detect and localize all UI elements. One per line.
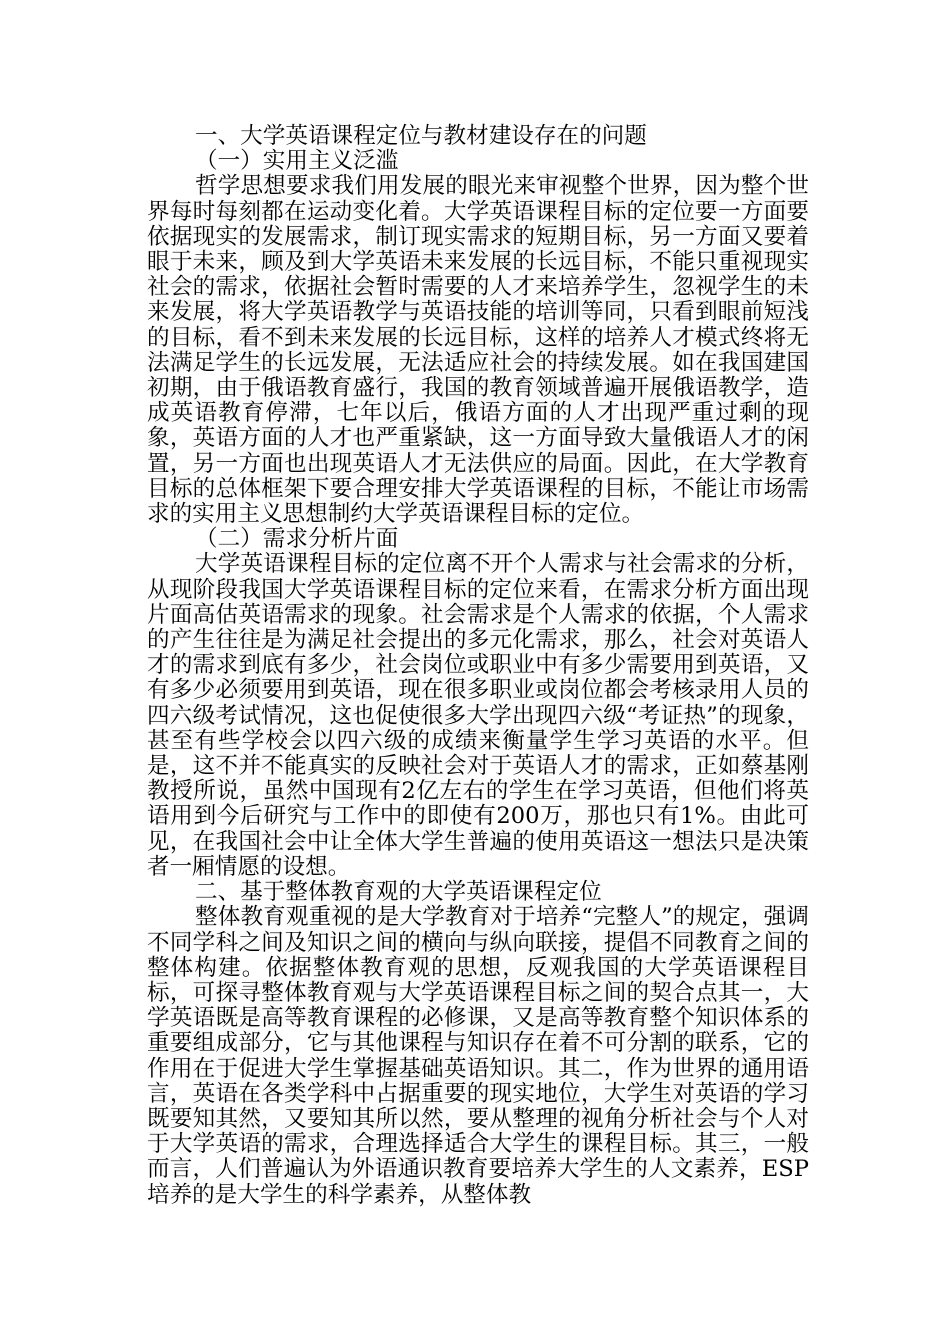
section-2-heading: 二、基于整体教育观的大学英语课程定位 [195,879,602,906]
subsection-2-paragraph: 大学英语课程目标的定位离不开个人需求与社会需求的分析，从现阶段我国大学英语课程目标的定位来看，在需求分析方面出现片面高估英语需求的现象。社会需求是个人需求的依据，个人需求的产生往往是为满足社会提出的多元化需求，那么，社会对英语人才的需求到底有多少，社会岗位或职业中有多少需要用到英语，又有多少必须要用到英语，现在很多职业或岗位都会考核录用人员的四六级考试情况，这也促使很多大学出现四六级“考证热”的现象，甚至有些学校会以四六级的成绩来衡量学生学习英语的水平。但是，这不并不能真实的反映社会对于英语人才的需求，正如蔡基刚教授所说，虽然中国现有2亿左右的学生在学习英语，但他们将英语用到今后研究与工作中的即使有200万，那也只有1%。由此可见，在我国社会中让全体大学生普遍的使用英语这一想法只是决策者一厢情愿的设想。 [147,551,809,880]
document-page [147,124,809,1208]
subsection-1-paragraph: 哲学思想要求我们用发展的眼光来审视整个世界，因为整个世界每时每刻都在运动变化着。大学英语课程目标的定位要一方面要依据现实的发展需求，制订现实需求的短期目标，另一方面又要着眼于未来，顾及到大学英语未来发展的长远目标，不能只重视现实社会的需求，依据社会暂时需要的人才来培养学生，忽视学生的未来发展，将大学英语教学与英语技能的培训等同，只看到眼前短浅的目标，看不到未来发展的长远目标，这样的培养人才模式终将无法满足学生的长远发展，无法适应社会的持续发展。如在我国建国初期，由于俄语教育盛行，我国的教育领域普遍开展俄语教学，造成英语教育停滞，七年以后，俄语方面的人才出现严重过剩的现象，英语方面的人才也严重紧缺，这一方面导致大量俄语人才的闲置，另一方面也出现英语人才无法供应的局面。因此，在大学教育目标的总体框架下要合理安排大学英语课程的目标，不能让市场需求的实用主义思想制约大学英语课程目标的定位。 [147,173,809,528]
subsection-2-heading: （二）需求分析片面 [195,526,399,553]
subsection-1-heading: （一）实用主义泛滥 [195,148,399,175]
section-1-heading: 一、大学英语课程定位与教材建设存在的问题 [195,123,647,149]
section-2-paragraph: 整体教育观重视的是大学教育对于培养“完整人”的规定，强调不同学科之间及知识之间的横向与纵向联接，提倡不同教育之间的整体构建。依据整体教育观的思想，反观我国的大学英语课程目标，可探寻整体教育观与大学英语课程目标之间的契合点其一，大学英语既是高等教育课程的必修课，又是高等教育整个知识体系的重要组成部分，它与其他课程与知识存在着不可分割的联系，它的作用在于促进大学生掌握基础英语知识。其二，作为世界的通用语言，英语在各类学科中占据重要的现实地位，大学生对英语的学习既要知其然，又要知其所以然，要从整理的视角分析社会与个人对于大学英语的需求，合理选择适合大学生的课程目标。其三，一般而言，人们普遍认为外语通识教育要培养大学生的人文素养，ESP培养的是大学生的科学素养，从整体教 [147,904,809,1208]
